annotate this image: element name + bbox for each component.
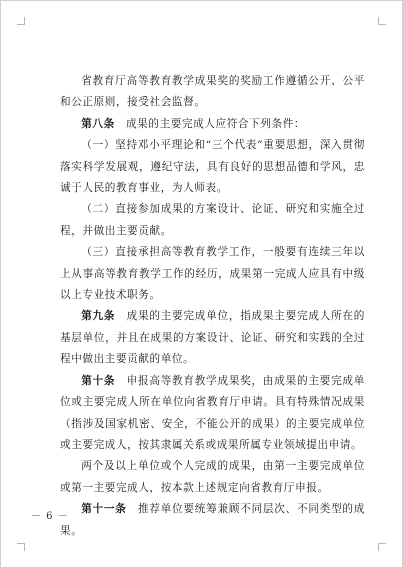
article-heading: 第九条 xyxy=(81,310,116,323)
paragraph xyxy=(60,71,365,114)
paragraph-text: （三）直接承担高等教育教学工作，一般要有连续三年以上从事高等教育教学工作的经历，成果第一完成人应具有中级以上专业技术职务。 xyxy=(60,246,365,302)
paragraph-text: 推荐单位要统筹兼顾不同层次、不同类型的成果。 xyxy=(60,503,365,537)
paragraph xyxy=(60,199,365,242)
document-body xyxy=(60,71,365,542)
crop-mark-bottom-right xyxy=(378,543,386,551)
paragraph xyxy=(60,371,365,457)
paragraph xyxy=(60,456,365,499)
paragraph xyxy=(60,242,365,306)
paragraph-text: （二）直接参加成果的方案设计、论证、研究和实施全过程，并做出主要贡献。 xyxy=(60,203,365,237)
paragraph-text: 省教育厅高等教育教学成果奖的奖励工作遵循公开、公平和公正原则，接受社会监督。 xyxy=(60,75,365,109)
crop-mark-bottom-left xyxy=(17,543,25,551)
article-heading: 第八条 xyxy=(81,117,115,130)
paragraph xyxy=(60,499,365,542)
paragraph xyxy=(60,135,365,199)
article-heading: 第十一条 xyxy=(81,503,127,516)
page-number: － 6 － xyxy=(31,511,69,522)
paragraph xyxy=(60,306,365,370)
paragraph-text: 成果的主要完成人应符合下列条件： xyxy=(125,117,306,130)
paragraph-text: （一）坚持邓小平理论和“三个代表”重要思想，深入贯彻落实科学发展观，遵纪守法，具有良好的思想品德和学风，忠诚于人民的教育事业，为人师表。 xyxy=(60,139,365,195)
crop-mark-top-left xyxy=(17,17,25,25)
crop-mark-top-right xyxy=(378,17,386,25)
paragraph-text: 成果的主要完成单位，指成果主要完成人所在的基层单位，并且在成果的方案设计、论证、研究和实践的全过程中做出主要贡献的单位。 xyxy=(60,310,365,366)
article-heading: 第十条 xyxy=(81,374,116,387)
paragraph-text: 两个及以上单位或个人完成的成果，由第一主要完成单位或第一主要完成人，按本款上述规定向省教育厅申报。 xyxy=(60,460,365,494)
paragraph xyxy=(60,114,365,135)
paragraph-text: 申报高等教育教学成果奖，由成果的主要完成单位或主要完成人所在单位向省教育厅申请。具有特殊情况成果（指涉及国家机密、安全，不能公开的成果）的主要完成单位或主要完成人，按其隶属关系或成果所属专业领域提出申请。 xyxy=(60,374,365,451)
